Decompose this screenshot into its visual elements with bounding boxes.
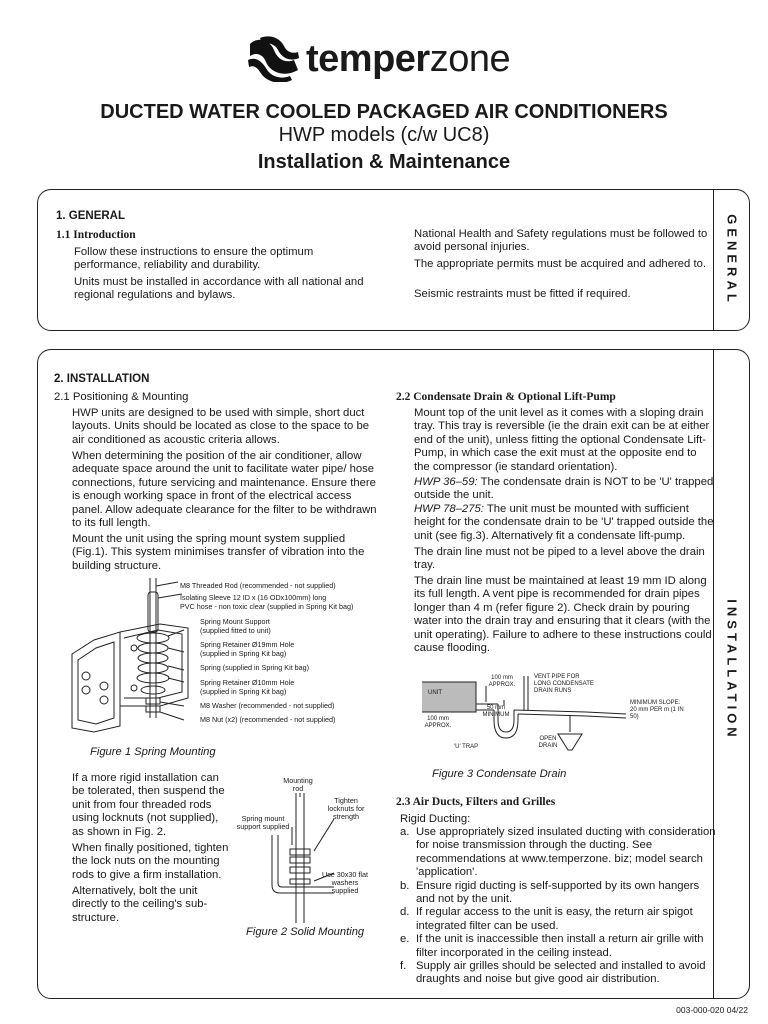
general-side-tab <box>713 190 749 330</box>
brand-name: temperzone <box>306 38 511 80</box>
fig3-label-100-approx-top: 100 mm APPROX. <box>488 675 516 688</box>
condensate-paragraph-5: The drain line must be maintained at least 19 mm ID along its full length. A vent pipe is recommended for drain pipes longer than 4 m (refer figure 2). Check drain by pouring water into the drain tray and ensuring that it clears (with the unit operating). Failure to adhere to these instructions could cause flooding. <box>414 575 712 655</box>
fig1-label-retainer-19-bag: (supplied in Spring Kit bag) <box>200 649 287 658</box>
document-title: DUCTED WATER COOLED PACKAGED AIR CONDITIONERS <box>100 101 668 123</box>
fig3-label-u-trap: 'U' TRAP <box>454 744 479 750</box>
document-reference: 003-000-020 04/22 <box>676 1005 748 1015</box>
fig1-label-retainer-19: Spring Retainer Ø19mm Hole <box>200 640 295 649</box>
fig2-label-tighten: Tighten locknuts for strength <box>327 796 365 822</box>
general-heading: 1. GENERAL <box>56 210 126 222</box>
intro-paragraph-2: Units must be installed in accordance with all national and regional regulations and bylaws. <box>74 276 364 302</box>
fig2-label-rod: Mounting rod <box>283 776 313 794</box>
figure-1-spring-mounting <box>64 578 364 738</box>
positioning-paragraph-3: Mount the unit using the spring mount system supplied (Fig.1). This system minimises transfer of vibration into the building structure. <box>72 533 365 572</box>
rigid-paragraph-1: If a more rigid installation can be tolerated, then suspend the unit from four threaded rods using locknuts (not supplied), as shown in Fig. 2. <box>72 772 225 838</box>
condensate-paragraph-1: Mount top of the unit level as it comes with a sloping drain tray. This tray is reversible (ie the drain exit can be at either end of the unit), unless fitting the optional Condensate Lift-Pump, in which case the exit must at the opposite end to the compressor (ie standard orientation). <box>414 407 710 473</box>
positioning-heading: 2.1 Positioning & Mounting <box>54 391 189 403</box>
positioning-paragraph-1: HWP units are designed to be used with simple, short duct layouts. Units should be located as close to the space to be air conditioned as acoustic criteria allows. <box>72 407 370 446</box>
list-item: e. If the unit is inaccessible then install a return air grille with filter incorporated in the ceiling instead. <box>400 933 704 959</box>
condensate-paragraph-4: The drain line must not be piped to a level above the drain tray. <box>414 546 705 572</box>
brand-logo <box>244 34 544 84</box>
condensate-paragraph-3: HWP 78–275: The unit must be mounted with sufficient height for the condensate drain to be 'U' trapped outside the unit (see fig.3). Alternatively fit a condensate lift-pump. <box>414 503 714 542</box>
rigid-paragraph-2: When finally positioned, tighten the lock nuts on the mounting rods to give a firm installation. <box>72 842 229 881</box>
fig1-label-nut: M8 Nut (x2) (recommended - not supplied) <box>200 715 336 724</box>
fig3-label-100-approx-side: 100 mm APPROX. <box>424 716 452 729</box>
general-section <box>37 189 750 331</box>
introduction-heading: 1.1 Introduction <box>56 229 136 241</box>
fig3-label-min-slope: MINIMUM SLOPE: 20 mm PER m (1 IN 50) <box>630 700 684 720</box>
air-ducts-heading: 2.3 Air Ducts, Filters and Grilles <box>396 796 556 808</box>
fig3-label-vent-pipe: VENT PIPE FOR LONG CONDENSATE DRAIN RUNS <box>534 674 594 694</box>
figure-1-caption: Figure 1 Spring Mounting <box>90 746 216 758</box>
fig2-label-support: Spring mount support supplied <box>236 814 290 832</box>
fig2-label-washers: Use 30x30 flat washers supplied <box>322 870 368 896</box>
fig1-label-threaded-rod: M8 Threaded Rod (recommended - not supplied) <box>180 581 336 590</box>
fig1-label-spring: Spring (supplied in Spring Kit bag) <box>200 663 310 672</box>
list-item: d. If regular access to the unit is easy, the return air spigot integrated filter can be used. <box>400 906 693 932</box>
list-item: f. Supply air grilles should be selected and installed to avoid draughts and noise but give good air distribution. <box>400 960 706 986</box>
document-subtitle: Installation & Maintenance <box>257 151 511 173</box>
fig3-label-unit: UNIT <box>428 690 442 696</box>
figure-2-caption: Figure 2 Solid Mounting <box>246 926 365 938</box>
safety-paragraph: National Health and Safety regulations must be followed to avoid personal injuries. <box>414 228 708 254</box>
seismic-paragraph: Seismic restraints must be fitted if required. <box>414 288 631 300</box>
rigid-paragraph-3: Alternatively, bolt the unit directly to the ceiling's sub-structure. <box>72 885 208 924</box>
figure-2-solid-mounting <box>234 775 384 925</box>
fig1-label-washer: M8 Washer (recommended - not supplied) <box>200 701 335 710</box>
air-ducts-list <box>400 826 720 987</box>
installation-side-label: INSTALLATION <box>724 599 740 741</box>
fig1-label-isolating-sleeve: Isolating Sleeve 12 ID x (16 ODx100mm) long <box>180 593 327 602</box>
intro-paragraph-1: Follow these instructions to ensure the optimum performance, reliability and durability. <box>74 246 314 272</box>
positioning-paragraph-2: When determining the position of the air conditioner, allow adequate space around the unit to facilitate water pipe/ hose connections, future servicing and maintenance. Ensure there is enough working space in front of the electrical access panel. Allow adequate clearance for the filter to be withdrawn to its full length. <box>72 450 377 530</box>
fig1-label-spring-mount-support: Spring Mount Support <box>200 617 270 626</box>
temperzone-logo-icon <box>244 34 302 82</box>
installation-heading: 2. INSTALLATION <box>54 373 150 385</box>
permits-paragraph: The appropriate permits must be acquired and adhered to. <box>414 258 707 270</box>
fig3-label-open-drain: OPEN DRAIN <box>538 736 558 749</box>
figure-3-caption: Figure 3 Condensate Drain <box>432 768 567 780</box>
general-side-label: GENERAL <box>724 214 740 306</box>
fig1-label-supplied-fitted: (supplied fitted to unit) <box>200 626 271 635</box>
rigid-ducting-label: Rigid Ducting: <box>400 813 471 825</box>
fig1-label-pvc-hose: PVC hose - non toxic clear (supplied in Spring Kit bag) <box>180 602 354 611</box>
document-models: HWP models (c/w UC8) <box>278 124 490 146</box>
installation-section <box>37 349 750 999</box>
fig1-label-retainer-10: Spring Retainer Ø10mm Hole <box>200 678 295 687</box>
fig1-label-retainer-10-bag: (supplied in Spring Kit bag) <box>200 687 287 696</box>
condensate-paragraph-2: HWP 36–59: The condensate drain is NOT to be 'U' trapped outside the unit. <box>414 476 714 502</box>
figure-3-condensate-drain <box>416 672 716 762</box>
fig3-label-50-min: 50 mm MINIMUM <box>482 705 510 718</box>
condensate-heading: 2.2 Condensate Drain & Optional Lift-Pump <box>396 391 616 403</box>
list-item: b. Ensure rigid ducting is self-supported by its own hangers and not by the unit. <box>400 879 700 906</box>
list-item: a. Use appropriately sized insulated ducting with consideration for noise transmission through the ducting. See recommendations at www.temperzone. biz; model search 'application'. <box>400 826 716 879</box>
